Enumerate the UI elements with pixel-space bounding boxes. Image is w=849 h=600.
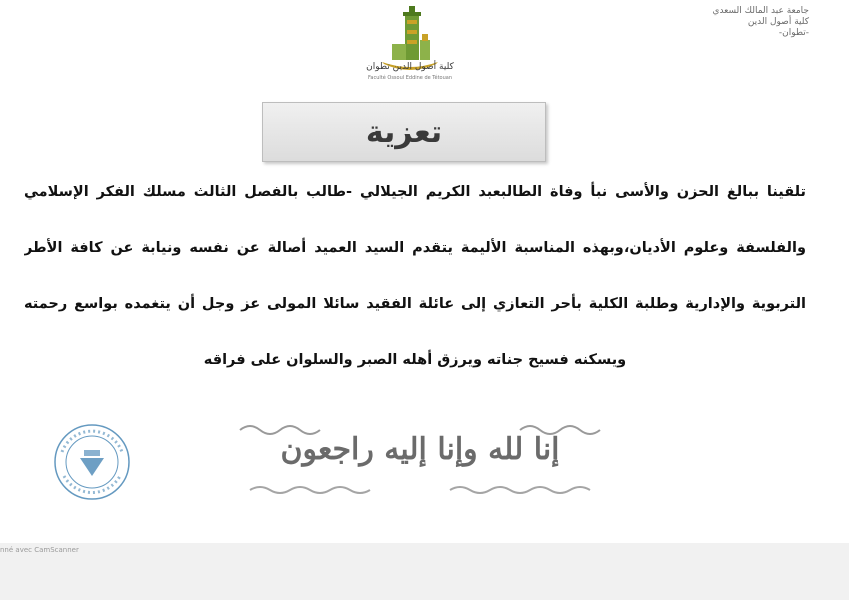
body-line: ويسكنه فسيح جناته ويرزق أهله الصبر والسلوان على فراقه: [203, 352, 627, 368]
body-line: تلقينا ببالغ الحزن والأسى نبأ وفاة الطالبعبد الكريم الجيلالي -طالب بالفصل الثالث مسلك الفكر الإسلامي: [24, 184, 806, 200]
logo-subcaption: Faculté Ossoul Eddine de Tétouan: [367, 75, 453, 81]
verse-text: إنا لله وإنا إليه راجعون: [280, 432, 560, 467]
header-line-faculty: كلية أصول الدين: [747, 17, 809, 27]
header-line-university: جامعة عبد المالك السعدي: [712, 6, 809, 16]
faculty-stamp-icon: [52, 422, 132, 502]
title-box: [262, 102, 546, 162]
header-line-city: -تطوان-: [778, 28, 809, 38]
body-line: التربوية والإدارية وطلبة الكلية بأحر التعازي إلى عائلة الفقيد سائلا المولى عز وجل أن يتغمده بواسع رحمته: [24, 296, 806, 312]
condolence-body: [24, 165, 806, 389]
scanner-watermark: nné avec CamScanner: [0, 546, 79, 554]
logo-caption: كلية أصول الدين تطوان: [366, 62, 454, 72]
body-line: والفلسفة وعلوم الأديان،وبهذه المناسبة الأليمة يتقدم السيد العميد أصالة عن نفسه ونيابة عن كافة الأطر: [24, 240, 806, 256]
page-title: تعزية: [365, 114, 443, 150]
scan-background: [0, 543, 849, 600]
university-header: [649, 6, 809, 39]
quran-verse: [220, 418, 620, 502]
